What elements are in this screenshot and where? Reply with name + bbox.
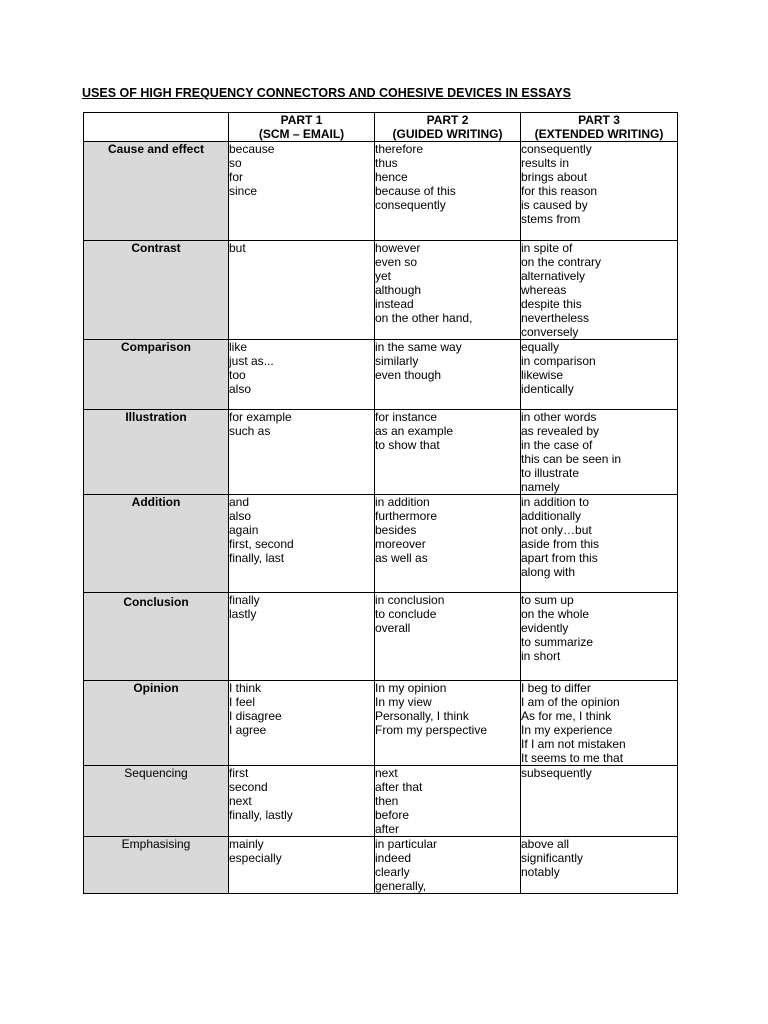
header-part-2 bbox=[375, 113, 521, 142]
part1-cell bbox=[229, 766, 375, 837]
connector-word: on the other hand, bbox=[375, 311, 473, 325]
part2-cell bbox=[375, 142, 521, 241]
part3-cell bbox=[521, 410, 678, 495]
connector-word: to conclude bbox=[375, 607, 437, 621]
connector-word: In my view bbox=[375, 695, 432, 709]
connector-word: just as... bbox=[229, 354, 274, 368]
part1-cell bbox=[229, 837, 375, 894]
connector-word: first bbox=[229, 766, 249, 780]
header-part-3-subtitle: (EXTENDED WRITING) bbox=[534, 127, 664, 141]
part1-cell bbox=[229, 241, 375, 340]
part1-cell bbox=[229, 681, 375, 766]
connector-word: moreover bbox=[375, 537, 426, 551]
connector-word: clearly bbox=[375, 865, 410, 879]
connector-word: as revealed by bbox=[521, 424, 600, 438]
connector-word: consequently bbox=[375, 198, 446, 212]
connector-word: this can be seen in bbox=[521, 452, 622, 466]
connector-word: I feel bbox=[229, 695, 256, 709]
connector-word: In my opinion bbox=[375, 681, 447, 695]
connector-word: despite this bbox=[521, 297, 582, 311]
part2-cell bbox=[375, 495, 521, 593]
connector-word: It seems to me that bbox=[521, 751, 624, 765]
table-row bbox=[84, 593, 678, 681]
connector-word: first, second bbox=[229, 537, 294, 551]
connector-word: evidently bbox=[521, 621, 569, 635]
connector-word: namely bbox=[521, 480, 560, 494]
connector-word: I agree bbox=[229, 723, 267, 737]
connector-word: in addition bbox=[375, 495, 430, 509]
connector-word: indeed bbox=[375, 851, 412, 865]
connector-word: in conclusion bbox=[375, 593, 445, 607]
connector-word: like bbox=[229, 340, 248, 354]
connector-word: generally, bbox=[375, 879, 427, 893]
header-part-3-title: PART 3 bbox=[578, 113, 620, 127]
connector-word: not only…but bbox=[521, 523, 592, 537]
category-cell: Contrast bbox=[84, 241, 229, 340]
part3-cell bbox=[521, 593, 678, 681]
connector-word: next bbox=[229, 794, 252, 808]
connector-word: hence bbox=[375, 170, 408, 184]
connector-word: even though bbox=[375, 368, 442, 382]
connector-word: in the same way bbox=[375, 340, 462, 354]
connector-word: subsequently bbox=[521, 766, 592, 780]
connector-word: I am of the opinion bbox=[521, 695, 620, 709]
connector-word: for this reason bbox=[521, 184, 598, 198]
part3-cell bbox=[521, 340, 678, 410]
part2-cell bbox=[375, 681, 521, 766]
connector-word: in comparison bbox=[521, 354, 596, 368]
category-cell: Conclusion bbox=[84, 593, 229, 681]
connector-word: although bbox=[375, 283, 422, 297]
connector-word: I disagree bbox=[229, 709, 282, 723]
connector-word: notably bbox=[521, 865, 560, 879]
part3-cell bbox=[521, 241, 678, 340]
connector-word: also bbox=[229, 382, 252, 396]
connector-word: consequently bbox=[521, 142, 592, 156]
connector-word: identically bbox=[521, 382, 574, 396]
connector-word: overall bbox=[375, 621, 411, 635]
connector-word: for example bbox=[229, 410, 292, 424]
connector-word: as an example bbox=[375, 424, 454, 438]
connector-word: so bbox=[229, 156, 242, 170]
part1-cell bbox=[229, 142, 375, 241]
part3-cell bbox=[521, 766, 678, 837]
connector-word: in the case of bbox=[521, 438, 593, 452]
header-part-1 bbox=[229, 113, 375, 142]
connector-word: to illustrate bbox=[521, 466, 580, 480]
connector-word: brings about bbox=[521, 170, 588, 184]
connector-word: in short bbox=[521, 649, 561, 663]
table-row bbox=[84, 681, 678, 766]
connector-word: also bbox=[229, 509, 252, 523]
document-title: USES OF HIGH FREQUENCY CONNECTORS AND COHESIVE DEVICES IN ESSAYS bbox=[82, 86, 571, 100]
connector-word: finally, last bbox=[229, 551, 285, 565]
connector-word: furthermore bbox=[375, 509, 438, 523]
connector-word: especially bbox=[229, 851, 282, 865]
connector-word: such as bbox=[229, 424, 271, 438]
connector-word: for instance bbox=[375, 410, 438, 424]
table-row bbox=[84, 142, 678, 241]
connector-word: From my perspective bbox=[375, 723, 488, 737]
connector-word: even so bbox=[375, 255, 418, 269]
table-row bbox=[84, 766, 678, 837]
header-part-2-subtitle: (GUIDED WRITING) bbox=[392, 127, 503, 141]
connector-word: before bbox=[375, 808, 410, 822]
part2-cell bbox=[375, 241, 521, 340]
connector-word: aside from this bbox=[521, 537, 600, 551]
connector-word: after that bbox=[375, 780, 423, 794]
connector-word: alternatively bbox=[521, 269, 586, 283]
connector-word: additionally bbox=[521, 509, 582, 523]
connector-word: significantly bbox=[521, 851, 584, 865]
connector-word: besides bbox=[375, 523, 417, 537]
category-cell: Emphasising bbox=[84, 837, 229, 894]
connector-word: because bbox=[229, 142, 275, 156]
connector-word: next bbox=[375, 766, 398, 780]
connector-word: stems from bbox=[521, 212, 581, 226]
connector-word: because of this bbox=[375, 184, 456, 198]
connector-word: If I am not mistaken bbox=[521, 737, 626, 751]
connector-word: too bbox=[229, 368, 246, 382]
connector-word: in other words bbox=[521, 410, 597, 424]
connector-word: on the whole bbox=[521, 607, 590, 621]
connector-word: above all bbox=[521, 837, 570, 851]
header-corner-cell bbox=[84, 113, 229, 142]
connector-word: after bbox=[375, 822, 400, 836]
connector-word: again bbox=[229, 523, 259, 537]
part3-cell bbox=[521, 837, 678, 894]
connector-word: to show that bbox=[375, 438, 440, 452]
category-cell: Addition bbox=[84, 495, 229, 593]
category-cell: Sequencing bbox=[84, 766, 229, 837]
connector-word: instead bbox=[375, 297, 414, 311]
connector-word: As for me, I think bbox=[521, 709, 612, 723]
connector-word: similarly bbox=[375, 354, 419, 368]
connectors-table bbox=[83, 112, 678, 894]
table-row bbox=[84, 340, 678, 410]
connector-word: for bbox=[229, 170, 244, 184]
connector-word: is caused by bbox=[521, 198, 588, 212]
connector-word: equally bbox=[521, 340, 560, 354]
connector-word: whereas bbox=[521, 283, 567, 297]
connector-word: therefore bbox=[375, 142, 424, 156]
connector-word: to sum up bbox=[521, 593, 574, 607]
part2-cell bbox=[375, 410, 521, 495]
connector-word: nevertheless bbox=[521, 311, 590, 325]
connector-word: results in bbox=[521, 156, 570, 170]
table-row bbox=[84, 410, 678, 495]
part1-cell bbox=[229, 593, 375, 681]
connector-word: finally bbox=[229, 593, 260, 607]
connector-word: Personally, I think bbox=[375, 709, 469, 723]
part2-cell bbox=[375, 593, 521, 681]
connector-word: however bbox=[375, 241, 421, 255]
category-cell: Illustration bbox=[84, 410, 229, 495]
connector-word: I think bbox=[229, 681, 262, 695]
connector-word: lastly bbox=[229, 607, 257, 621]
connector-word: mainly bbox=[229, 837, 264, 851]
header-part-1-title: PART 1 bbox=[280, 113, 323, 127]
header-part-2-title: PART 2 bbox=[426, 113, 469, 127]
connector-word: in spite of bbox=[521, 241, 573, 255]
connector-word: in addition to bbox=[521, 495, 590, 509]
connector-word: but bbox=[229, 241, 246, 255]
connector-word: likewise bbox=[521, 368, 564, 382]
connector-word: as well as bbox=[375, 551, 428, 565]
table-row bbox=[84, 495, 678, 593]
connector-word: second bbox=[229, 780, 268, 794]
table-row bbox=[84, 241, 678, 340]
part2-cell bbox=[375, 766, 521, 837]
connector-word: on the contrary bbox=[521, 255, 602, 269]
part2-cell bbox=[375, 837, 521, 894]
connector-word: finally, lastly bbox=[229, 808, 293, 822]
connector-word: and bbox=[229, 495, 250, 509]
header-part-3 bbox=[521, 113, 678, 142]
connector-word: since bbox=[229, 184, 258, 198]
header-part-1-subtitle: (SCM – EMAIL) bbox=[258, 127, 345, 141]
connector-word: conversely bbox=[521, 325, 579, 339]
connector-word: I beg to differ bbox=[521, 681, 591, 695]
table-header-row bbox=[84, 113, 678, 142]
part1-cell bbox=[229, 340, 375, 410]
connector-word: apart from this bbox=[521, 551, 598, 565]
connector-word: to summarize bbox=[521, 635, 594, 649]
connector-word: in particular bbox=[375, 837, 438, 851]
table-row bbox=[84, 837, 678, 894]
part3-cell bbox=[521, 681, 678, 766]
part2-cell bbox=[375, 340, 521, 410]
connector-word: then bbox=[375, 794, 399, 808]
category-cell: Cause and effect bbox=[84, 142, 229, 241]
connector-word: yet bbox=[375, 269, 392, 283]
part3-cell bbox=[521, 495, 678, 593]
connector-word: thus bbox=[375, 156, 398, 170]
part1-cell bbox=[229, 410, 375, 495]
category-cell: Comparison bbox=[84, 340, 229, 410]
part3-cell bbox=[521, 142, 678, 241]
part1-cell bbox=[229, 495, 375, 593]
connector-word: In my experience bbox=[521, 723, 613, 737]
category-cell: Opinion bbox=[84, 681, 229, 766]
connector-word: along with bbox=[521, 565, 576, 579]
